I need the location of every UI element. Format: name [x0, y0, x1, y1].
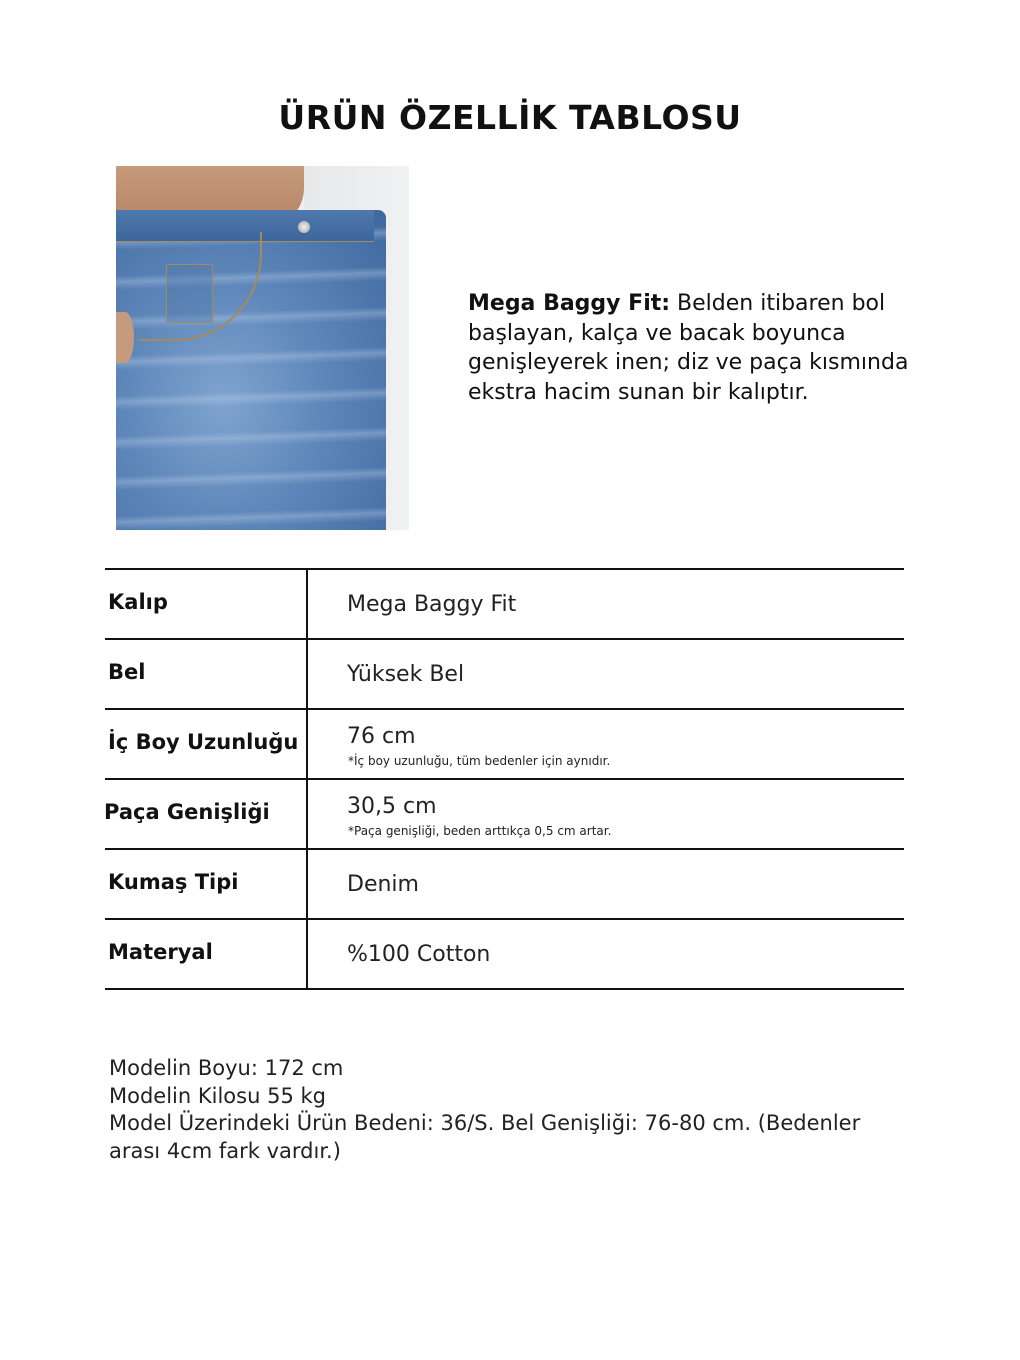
photo-button-icon — [298, 221, 310, 233]
spec-row-materyal — [105, 918, 904, 990]
photo-coin-pocket — [166, 264, 213, 322]
spec-value: %100 Cotton — [347, 942, 491, 967]
spec-note: *İç boy uzunluğu, tüm bedenler için aynıdır. — [348, 754, 611, 768]
spec-row-kalip — [105, 568, 904, 638]
spec-table — [105, 568, 904, 990]
spec-label: Bel — [108, 660, 146, 684]
column-divider — [306, 918, 308, 990]
column-divider — [306, 848, 308, 920]
fit-description-lead: Mega Baggy Fit: — [468, 291, 671, 316]
spec-label: Paça Genişliği — [104, 800, 270, 824]
spec-row-paca — [105, 778, 904, 848]
model-height: Modelin Boyu: 172 cm — [109, 1056, 344, 1080]
model-weight: Modelin Kilosu 55 kg — [109, 1083, 326, 1108]
spec-row-kumas — [105, 848, 904, 918]
spec-value: Mega Baggy Fit — [347, 592, 517, 617]
model-info — [109, 1055, 899, 1165]
page-title: ÜRÜN ÖZELLİK TABLOSU — [278, 98, 742, 137]
column-divider — [306, 708, 308, 780]
fit-description — [468, 289, 958, 407]
spec-note: *Paça genişliği, beden arttıkça 0,5 cm artar. — [348, 824, 612, 838]
column-divider — [306, 778, 308, 850]
photo-hand — [116, 312, 134, 363]
spec-row-ic-boy — [105, 708, 904, 778]
product-image — [116, 166, 409, 530]
spec-value: Yüksek Bel — [347, 662, 465, 687]
spec-label: Kalıp — [108, 590, 168, 614]
spec-row-bel — [105, 638, 904, 708]
spec-label: İç Boy Uzunluğu — [108, 730, 299, 754]
spec-label: Kumaş Tipi — [108, 870, 239, 894]
column-divider — [306, 568, 308, 640]
column-divider — [306, 638, 308, 710]
model-size: Model Üzerindeki Ürün Bedeni: 36/S. Bel Genişliği: 76-80 cm. (Bedenler arası 4cm fark vardır.) — [109, 1111, 861, 1163]
spec-label: Materyal — [108, 940, 213, 964]
spec-value: 76 cm — [347, 724, 416, 749]
spec-value: Denim — [347, 872, 419, 897]
spec-value: 30,5 cm — [347, 794, 437, 819]
fit-description-text: Belden itibaren bol başlayan, kalça ve bacak boyunca genişleyerek inen; diz ve paça kısmında ekstra hacim sunan bir kalıptır. — [468, 291, 909, 405]
